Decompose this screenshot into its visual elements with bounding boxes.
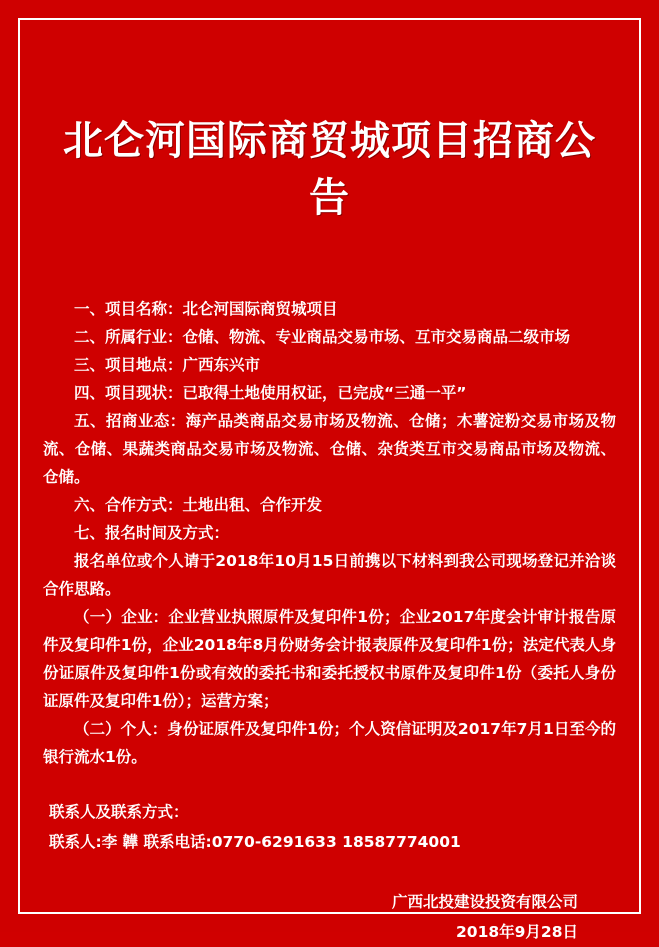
paragraph-requirements-individual: （二）个人：身份证原件及复印件1份；个人资信证明及2017年7月1日至今的银行流水1份。	[43, 720, 616, 766]
paragraph-application-deadline: 报名单位或个人请于2018年10月15日前携以下材料到我公司现场登记并洽谈合作思路。	[43, 552, 616, 598]
paragraph-industry: 二、所属行业：仓储、物流、专业商品交易市场、互市交易商品二级市场	[74, 328, 571, 346]
paragraph-status: 四、项目现状：已取得土地使用权证，已完成“三通一平”	[74, 384, 467, 402]
announcement-body	[43, 295, 616, 771]
paragraph-requirements-company: （一）企业：企业营业执照原件及复印件1份；企业2017年度会计审计报告原件及复印件1份，企业2018年8月份财务会计报表原件及复印件1份；法定代表人身份证原件及复印件1份或有效的委托书和委托授权书原件及复印件1份（委托人身份证原件及复印件1份）；运营方案；	[43, 608, 616, 710]
signature-company: 广西北投建设投资有限公司	[391, 893, 578, 911]
page-title: 北仑河国际商贸城项目招商公告	[63, 118, 596, 221]
paragraph-cooperation: 六、合作方式：土地出租、合作开发	[74, 496, 323, 514]
paragraph-project-name: 一、项目名称：北仑河国际商贸城项目	[74, 300, 338, 318]
signature-date: 2018年9月28日	[456, 923, 578, 941]
contact-section	[43, 797, 616, 857]
paragraph-location: 三、项目地点：广西东兴市	[74, 356, 261, 374]
paragraph-business-types: 五、招商业态：海产品类商品交易市场及物流、仓储；木薯淀粉交易市场及物流、仓储、果蔬类商品交易市场及物流、仓储、杂货类互市交易商品市场及物流、仓储。	[43, 412, 616, 486]
signature-section	[43, 887, 616, 947]
contact-details: 联系人:李 韡 联系电话:0770-6291633 18587774001	[49, 833, 461, 851]
contact-heading: 联系人及联系方式：	[49, 803, 189, 821]
paragraph-application-heading: 七、报名时间及方式：	[74, 524, 230, 542]
poster-content	[9, 109, 650, 947]
